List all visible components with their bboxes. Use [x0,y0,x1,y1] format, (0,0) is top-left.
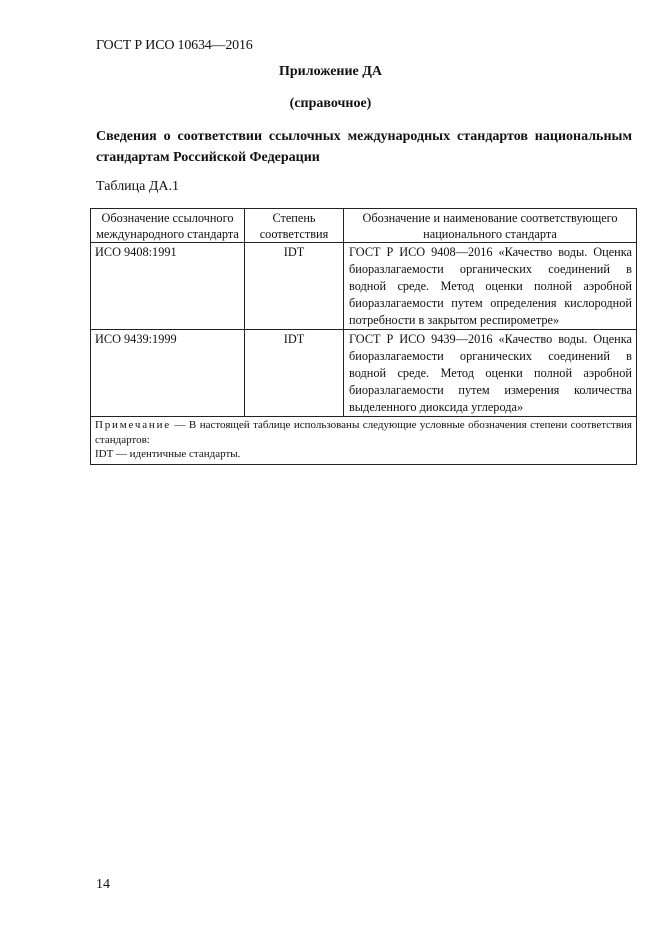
section-title: Сведения о соответствии ссылочных международных стандартов национальным стандартам Российской Федерации [96,129,632,165]
note-line2: IDT — идентичные стандарты. [95,448,241,460]
intl-standard-cell: ИСО 9408:1991 [91,243,245,330]
table-note [91,417,637,465]
table-row [91,243,637,330]
column-header-degree: Степень соответствия [245,209,344,243]
note-text: — В настоящей таблице использованы следующие условные обозначения степени соответствия стандартов: [95,419,632,446]
table-caption: Таблица ДА.1 [96,179,180,194]
national-standard-cell: ГОСТ Р ИСО 9439—2016 «Качество воды. Оценка биоразлагаемости органических соединений в водной среде. Метод оценки полной аэробной биоразлагаемости путем измерения количества выделенного диоксида углерода» [344,330,637,417]
page-number: 14 [96,877,110,892]
national-standard-cell: ГОСТ Р ИСО 9408—2016 «Качество воды. Оценка биоразлагаемости органических соединений в водной среде. Метод оценки полной аэробной биоразлагаемости путем определения кислородной потребности в закрытом респирометре» [344,243,637,330]
appendix-title: Приложение ДА [278,64,383,79]
intl-standard-cell: ИСО 9439:1999 [91,330,245,417]
degree-cell: IDT [245,330,344,417]
table-row [91,330,637,417]
appendix-subtitle: (справочное) [289,96,372,111]
degree-cell: IDT [245,243,344,330]
column-header-intl-standard: Обозначение ссылочного международного стандарта [91,209,245,243]
note-label: Примечание [95,419,171,431]
column-header-national-standard: Обозначение и наименование соответствующего национального стандарта [344,209,637,243]
table-header-row [91,209,637,243]
document-header: ГОСТ Р ИСО 10634—2016 [96,38,253,53]
table-note-row [91,417,637,465]
standards-table [90,208,637,465]
